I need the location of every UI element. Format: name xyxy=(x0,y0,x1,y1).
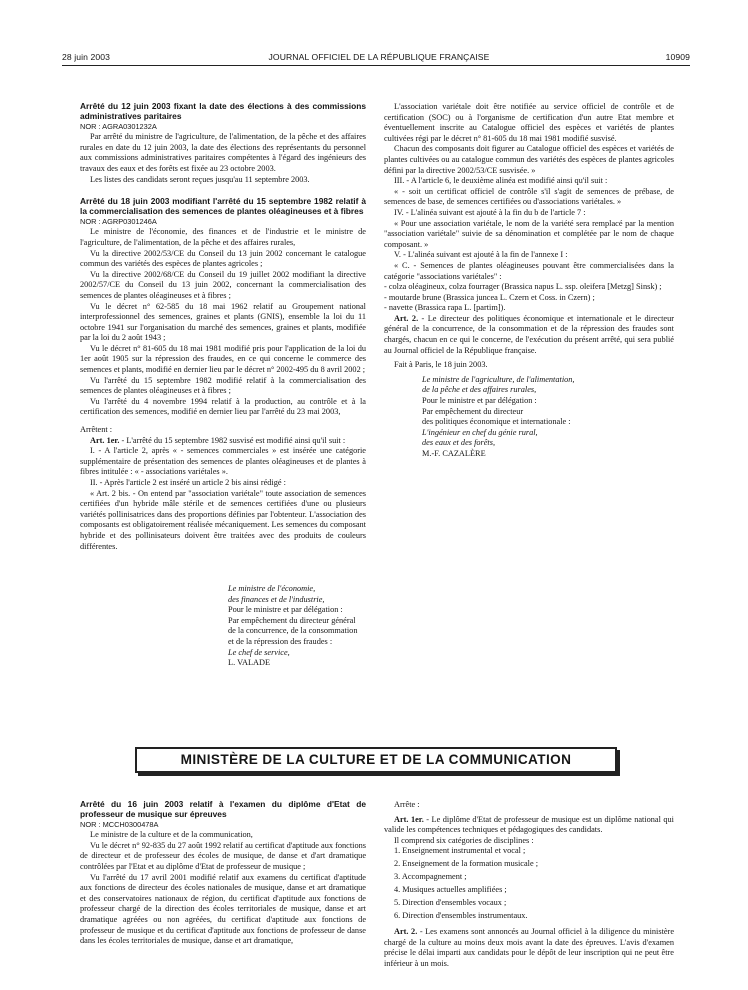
discipline-list-item: 5. Direction d'ensembles vocaux ; xyxy=(394,898,507,908)
header-journal-title: JOURNAL OFFICIEL DE LA RÉPUBLIQUE FRANÇAISE xyxy=(268,52,490,62)
signature-block-agriculture xyxy=(422,375,672,460)
arrete-3-article-1 xyxy=(384,815,674,836)
signature-line: L'ingénieur en chef du génie rural, xyxy=(422,427,538,437)
arrete-2-article-2bis: « Art. 2 bis. - On entend par "association variétale" toute association de semences certifiées d'un hybride mâle stérile et de semences certifiées d'une ou plusieurs variétés pollinisatrices dans des proportions définies par l'obtenteur. L'association des composants est obligatoirement réalisée mécaniquement. Les semences du composant hybride et des pollinisateurs doivent être traitées avec des produits de couleurs différentes. xyxy=(80,488,366,551)
right-column-top xyxy=(384,102,674,460)
signature-line: Par empêchement du directeur xyxy=(422,406,524,416)
article-label: Art. 2. xyxy=(394,927,418,937)
signature-line: Pour le ministre et par délégation : xyxy=(228,605,343,615)
arrete-2-point-iii: III. - A l'article 6, le deuxième alinéa est modifié ainsi qu'il suit : xyxy=(394,176,608,186)
discipline-list-item: 4. Musiques actuelles amplifiées ; xyxy=(394,885,507,895)
arrete-2-vu: Vu le décret n° 62-585 du 18 mai 1962 relatif au Groupement national interprofessionnel des semences, graines et plants (GNIS), ensemble la loi du 11 octobre 1941 sur l'organisation du marché des semences, graines et plants, modifiée par la loi du 2 août 1943 ; xyxy=(80,301,366,343)
arrete-2-paragraph: Le ministre de l'économie, des finances et de l'industrie et le ministre de l'agriculture, de l'alimentation, de la pêche et des affaires rurales, xyxy=(80,227,366,247)
arrete-3-title: Arrêté du 16 juin 2003 relatif à l'examen du diplôme d'Etat de professeur de musique sur épreuves xyxy=(80,799,366,819)
arrete-2-paragraph: L'association variétale doit être notifiée au service officiel de contrôle et de certification (SOC) ou à l'organisme de certification d'un autre Etat membre et éventuellement inscrite au Catalogue officiel des espèces et variétés de plantes cultivées régi par le décret n° 81-605 du 18 mai 1981 modifié susvisé. xyxy=(384,102,674,143)
discipline-list xyxy=(384,846,674,922)
discipline-list-item: 3. Accompagnement ; xyxy=(394,872,467,882)
signature-line: des eaux et des forêts, xyxy=(422,438,496,448)
signature-line: Le ministre de l'économie, xyxy=(228,584,316,593)
arrete-2-fait: Fait à Paris, le 18 juin 2003. xyxy=(394,360,488,370)
arrete-2-vu: Vu la directive 2002/53/CE du Conseil du 13 juin 2002 concernant le catalogue commun des variétés des espèces de plantes agricoles ; xyxy=(80,248,366,269)
article-text: - Le directeur des politiques économique et internationale et le directeur général de la concurrence, de la consommation et de la répression des fraudes sont chargés, chacun en ce qui le concerne, de l'exécution du présent arrêté, qui sera publié au Journal officiel de la République française. xyxy=(384,313,674,355)
arrete-2-vu: Vu le décret n° 81-605 du 18 mai 1981 modifié pris pour l'application de la loi du 1er août 1905 sur la répression des fraudes, en ce qui concerne le commerce des semences et plants, modifié en dernier lieu par le décret n° 2002-495 du 8 avril 2002 ; xyxy=(80,343,366,375)
signature-line: de la pêche et des affaires rurales, xyxy=(422,385,537,395)
arrete-2-nor: NOR : AGRP0301246A xyxy=(80,216,157,226)
arrete-2-point-v: V. - L'alinéa suivant est ajouté à la fin de l'annexe I : xyxy=(394,250,568,260)
arrete-2-vu: Vu l'arrêté du 15 septembre 1982 modifié relatif à la commercialisation des semences de plantes oléagineuses et à fibres ; xyxy=(80,375,366,396)
signature-line: Par empêchement du directeur général xyxy=(228,615,356,625)
arrete-2-point-ii: II. - Après l'article 2 est inséré un article 2 bis ainsi rédigé : xyxy=(90,478,286,487)
ministry-banner: MINISTÈRE DE LA CULTURE ET DE LA COMMUNICATION xyxy=(135,747,617,773)
arrete-2-title: Arrêté du 18 juin 2003 modifiant l'arrêté du 15 septembre 1982 relatif à la commercialisation des semences de plantes oléagineuses et à fibres xyxy=(80,196,366,216)
arrete-2-article-1 xyxy=(80,436,366,447)
signature-line: Le chef de service, xyxy=(228,647,290,657)
arrete-3-vu: Vu le décret n° 92-835 du 27 août 1992 relatif au certificat d'aptitude aux fonctions de directeur et de professeur des écoles de musique, de danse et d'art dramatique contrôlées par l'Etat et au diplôme d'Etat de professeur de musique ; xyxy=(80,840,366,871)
signature-block-economy xyxy=(228,584,508,669)
arrete-2-paragraph: Chacun des composants doit figurer au Catalogue officiel des espèces et variétés de plantes cultivées ou au catalogue commun des variétés des espèces de plantes agricoles défini par la directive 2002/53/CE susvisée. » xyxy=(384,144,674,175)
arrete-2-quote: « C. - Semences de plantes oléagineuses pouvant être commercialisées dans la catégorie "associations variétales" : xyxy=(384,260,674,281)
discipline-list-item: 2. Enseignement de la formation musicale ; xyxy=(394,859,539,869)
arrete-3-nor: NOR : MCCH0300478A xyxy=(80,819,159,829)
arrete-2-quote: « Pour une association variétale, le nom de la variété sera remplacé par la mention "association variétale" suivie de sa dénomination et complétée par le nom de chaque composant. » xyxy=(384,218,674,249)
signature-line: des politiques économique et internationale : xyxy=(422,417,571,427)
arrete-3-paragraph: Le ministre de la culture et de la communication, xyxy=(90,830,253,840)
left-column-top xyxy=(80,102,366,552)
signature-line: de la concurrence, de la consommation xyxy=(228,626,358,636)
arrete-2-arretent: Arrêtent : xyxy=(80,425,113,435)
arrete-2-vu: Vu la directive 2002/68/CE du Conseil du 19 juillet 2002 modifiant la directive 2002/57/CE du Conseil du 13 juin 2002, concernant la commercialisation des semences de plantes oléagineuses et à fibres ; xyxy=(80,269,366,300)
signature-line: des finances et de l'industrie, xyxy=(228,594,325,604)
arrete-3-article-2 xyxy=(384,927,674,969)
article-label: Art. 1er. xyxy=(394,814,424,824)
species-list-item: - moutarde brune (Brassica juncea L. Czern et Coss. in Czern) ; xyxy=(384,292,595,302)
arrete-2-quote: « - soit un certificat officiel de contrôle s'il s'agit de semences de prébase, de semences de base, de semences certifiées ou d'associations variétales. » xyxy=(384,186,674,207)
signature-name: L. VALADE xyxy=(228,658,271,668)
arrete-2-point-i: I. - A l'article 2, après « - semences commerciales » est insérée une catégorie supplémentaire de présentation des semences de plantes oléagineuses et de plantes à fibres intitulée : « - associations variétales ». xyxy=(80,446,366,477)
signature-name: M.-F. CAZALÈRE xyxy=(422,449,486,458)
arrete-2-point-iv: IV. - L'alinéa suivant est ajouté à la fin du b de l'article 7 : xyxy=(394,207,586,217)
arrete-3-paragraph: Il comprend six catégories de disciplines : xyxy=(394,835,534,845)
arrete-1-title: Arrêté du 12 juin 2003 fixant la date des élections à des commissions administratives paritaires xyxy=(80,101,366,121)
discipline-list-item: 1. Enseignement instrumental et vocal ; xyxy=(394,846,526,856)
discipline-list-item: 6. Direction d'ensembles instrumentaux. xyxy=(394,911,528,921)
header-date: 28 juin 2003 xyxy=(62,52,111,62)
article-label: Art. 1er. xyxy=(90,435,120,445)
article-text: - Le diplôme d'Etat de professeur de musique est un diplôme national qui valide les compétences techniques et pédagogiques des candidats. xyxy=(384,814,674,835)
header-page-number: 10909 xyxy=(665,52,690,62)
signature-line: Le ministre de l'agriculture, de l'alimentation, xyxy=(422,374,575,384)
signature-line: Pour le ministre et par délégation : xyxy=(422,396,537,406)
arrete-3-vu: Vu l'arrêté du 17 avril 2001 modifié relatif aux examens du certificat d'aptitude aux fonctions de directeur des écoles nationales de musique, danse et art dramatique et des conservatoires nationaux de région, du certificat d'aptitude aux fonctions de professeur chargé de la direction des écoles territoriales de musique, danse et art dramatique agréées ou non agréées, du certificat d'aptitude aux fonctions de professeur de musique et du certificat d'aptitude aux fonctions de professeur de danse dans les écoles territoriales de musique, danse et art dramatique, xyxy=(80,872,366,946)
arrete-1-paragraph: Par arrêté du ministre de l'agriculture, de l'alimentation, de la pêche et des affaires rurales en date du 12 juin 2003, la date des élections des représentants du personnel aux commissions administratives paritaires compétentes à l'égard des ingénieurs des travaux des eaux et des forêts est fixée au 23 octobre 2003. xyxy=(80,132,366,173)
header-rule xyxy=(62,65,690,66)
arrete-1-nor: NOR : AGRA0301232A xyxy=(80,121,157,131)
left-column-bottom xyxy=(80,800,366,947)
right-column-bottom xyxy=(384,800,674,970)
arrete-2-vu: Vu l'arrêté du 4 novembre 1994 relatif à la production, au contrôle et à la certification des semences, modifié en dernier lieu par l'arrêté du 23 mai 2003, xyxy=(80,396,366,417)
arrete-3-arrete: Arrête : xyxy=(394,800,420,809)
arrete-1-paragraph: Les listes des candidats seront reçues jusqu'au 11 septembre 2003. xyxy=(90,174,310,184)
signature-line: et de la répression des fraudes : xyxy=(228,636,333,646)
species-list-item: - navette (Brassica rapa L. [partim]). xyxy=(384,303,506,313)
article-text: - L'arrêté du 15 septembre 1982 susvisé est modifié ainsi qu'il suit : xyxy=(119,435,346,445)
arrete-2-article-2 xyxy=(384,314,674,356)
article-label: Art. 2. xyxy=(394,313,419,323)
article-text: - Les examens sont annoncés au Journal officiel à la diligence du ministère chargé de la culture au moins deux mois avant la date des épreuves. L'avis d'examen précise le délai imparti aux candidats pour le dépôt de leur inscription qui ne peut être inférieur à un mois. xyxy=(384,927,675,969)
species-list-item: - colza oléagineux, colza fourrager (Brassica napus L. ssp. oleifera [Metzg] Sinsk) ; xyxy=(384,282,662,292)
